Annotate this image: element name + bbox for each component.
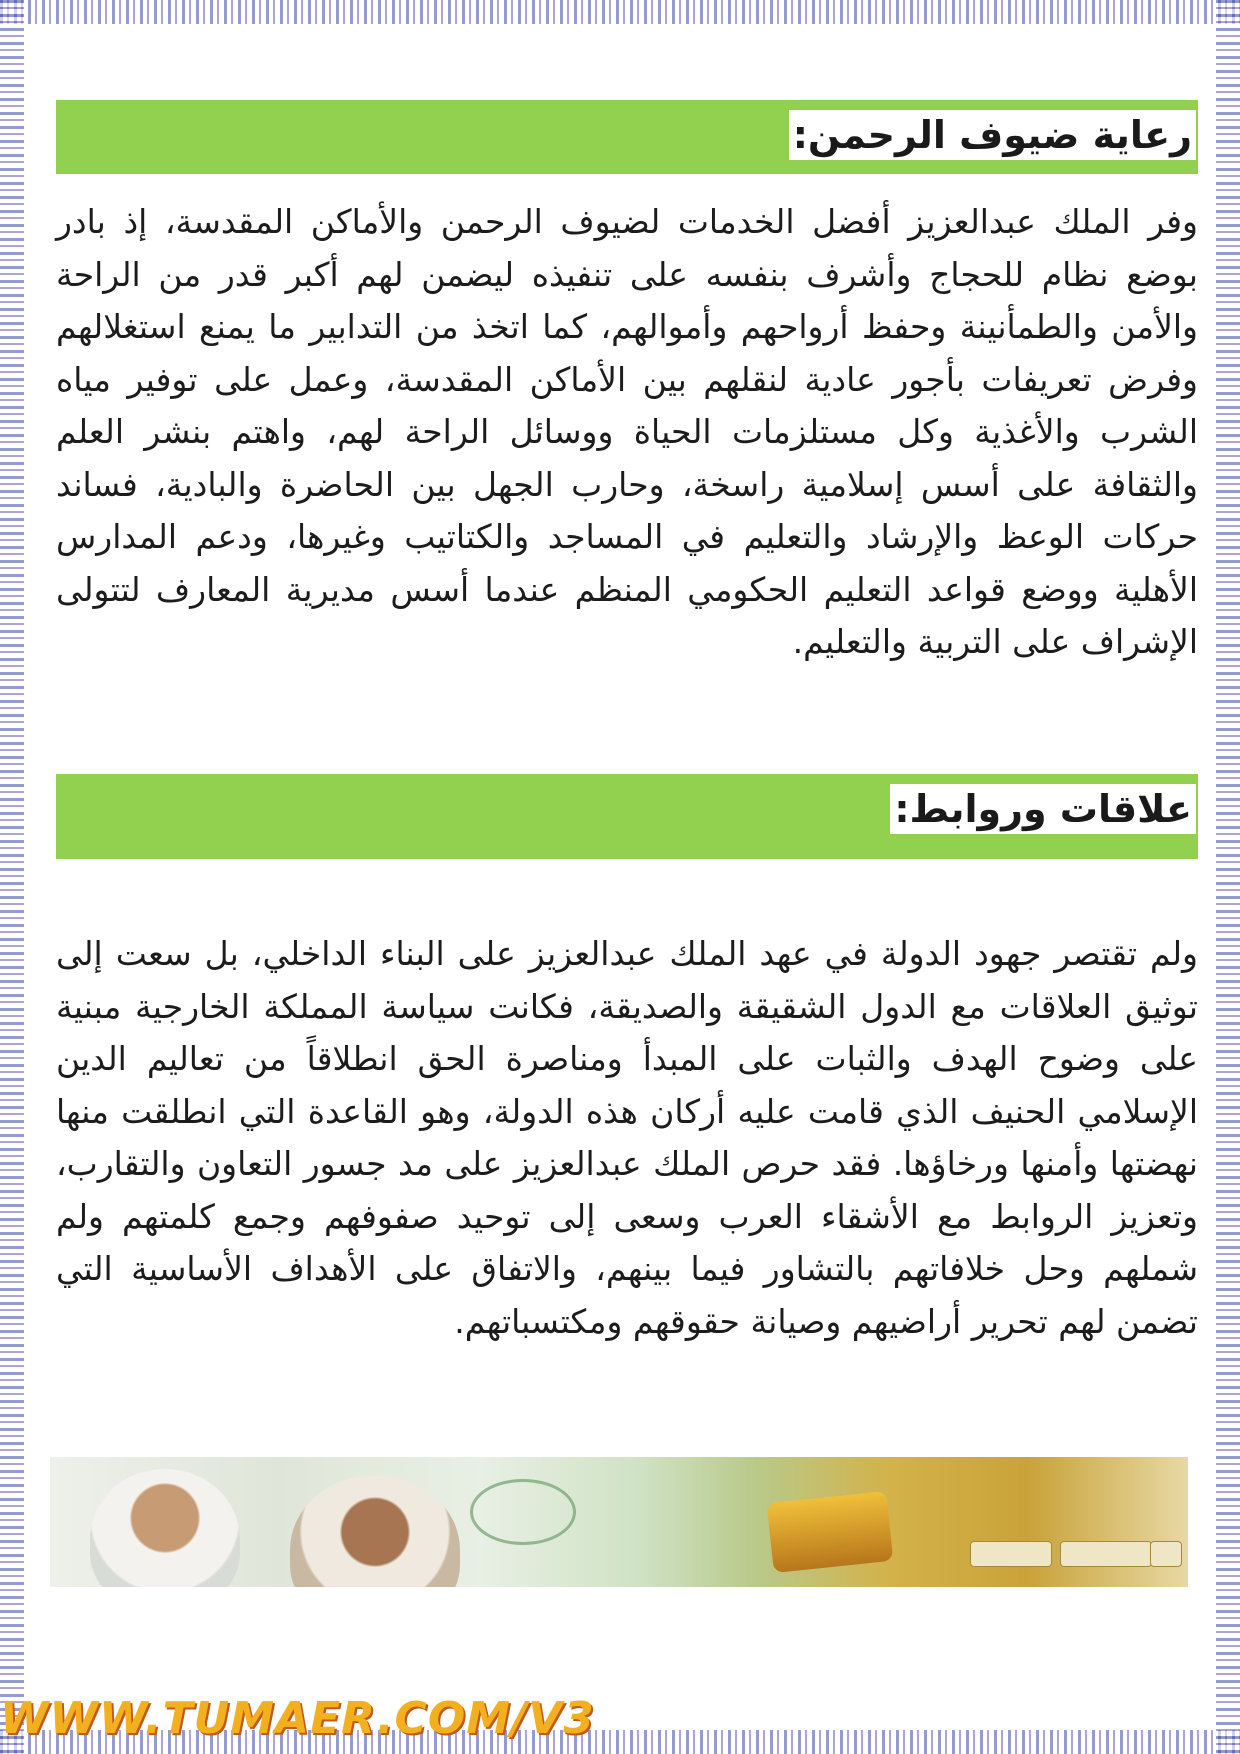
section-paragraph: ولم تقتصر جهود الدولة في عهد الملك عبدالعزيز على البناء الداخلي، بل سعت إلى توثيق العلاقات مع الدول الشقيقة والصديقة، فكانت سياسة المملكة الخارجية مبنية على وضوح الهدف والثبات على المبدأ ومناصرة الحق انطلاقاً من تعاليم الدين الإسلامي الحنيف الذي قامت عليه أركان هذه الدولة، وهو القاعدة التي انطلقت منها نهضتها وأمنها ورخاؤها. فقد حرص الملك عبدالعزيز على مد جسور التعاون والتقارب، وتعزيز الروابط مع الأشقاء العرب وسعى إلى توحيد صفوفهم وجمع كلمتهم ولم شملهم وحل خلافاتهم بالتشاور فيما بينهم، والاتفاق على الأهداف الأساسية التي تضمن لهم تحرير أراضيهم وصيانة حقوقهم ومكتسباتهم. — [56, 934, 1198, 1341]
decorative-border-top — [0, 0, 1240, 24]
portrait-image — [90, 1469, 240, 1587]
calligraphy-emblem — [470, 1479, 576, 1545]
section-heading: رعاية ضيوف الرحمن: — [789, 110, 1196, 160]
banner-tab — [1150, 1541, 1182, 1567]
banner-tab — [1060, 1541, 1152, 1567]
section-heading-band — [56, 100, 1198, 174]
section-heading-band — [56, 774, 1198, 859]
decorative-banner-image — [50, 1457, 1188, 1587]
portrait-image — [290, 1475, 460, 1587]
site-watermark: WWW.TUMAER.COM/V3 — [0, 1693, 595, 1744]
decorative-border-right — [1216, 0, 1240, 1754]
decorative-border-left — [0, 0, 24, 1754]
banner-tab — [970, 1541, 1052, 1567]
section-heading: علاقات وروابط: — [890, 784, 1196, 834]
logo-sign — [767, 1491, 894, 1573]
section-paragraph: وفر الملك عبدالعزيز أفضل الخدمات لضيوف الرحمن والأماكن المقدسة، إذ بادر بوضع نظام للحجاج وأشرف بنفسه على تنفيذه ليضمن لهم أكبر قدر من الراحة والأمن والطمأنينة وحفظ أرواحهم وأموالهم، كما اتخذ من التدابير ما يمنع استغلالهم وفرض تعريفات بأجور عادية لنقلهم بين الأماكن المقدسة، وعمل على توفير مياه الشرب والأغذية وكل مستلزمات الحياة ووسائل الراحة لهم، واهتم بنشر العلم والثقافة على أسس إسلامية راسخة، وحارب الجهل بين الحاضرة والبادية، فساند حركات الوعظ والإرشاد والتعليم في المساجد والكتاتيب وغيرها، ودعم المدارس الأهلية ووضع قواعد التعليم الحكومي المنظم عندما أسس مديرية المعارف لتتولى الإشراف على التربية والتعليم. — [56, 202, 1198, 661]
